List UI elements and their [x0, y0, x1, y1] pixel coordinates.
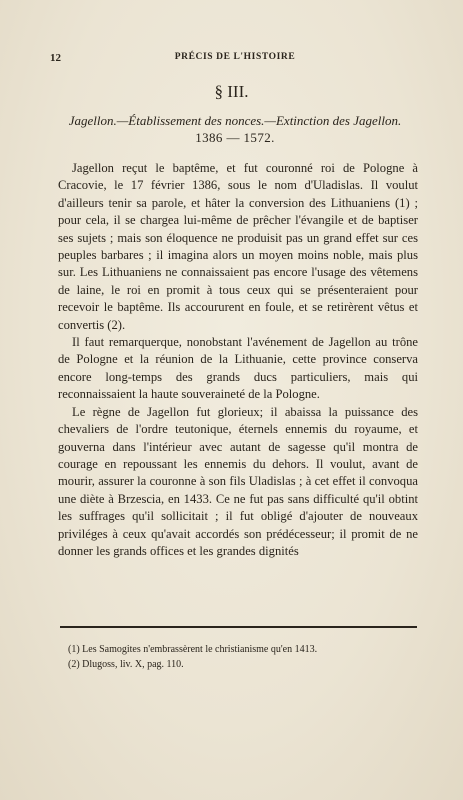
running-head: PRÉCIS DE L'HISTOIRE: [174, 52, 296, 62]
body-text: [58, 160, 418, 560]
footnote: (2) Dlugoss, liv. X, pag. 110.: [68, 659, 184, 670]
paragraph: Le règne de Jagellon fut glorieux; il abaissa la puissance des chevaliers de l'ordre teutonique, éternels ennemis du royaume, et gouverna dans l'intérieur avec autant de sagesse qu'il montra de courage en repoussant les ennemis du dehors. Il voulut, avant de mourir, assurer la couronne à son fils Uladislas ; à cet effet il convoqua une diète à Brzescia, en 1433. Ce ne fut pas sans difficulté qu'il obtint les suffrages qu'il sollicitait ; il fut obligé d'ajouter de nouveaux priviléges à ceux qu'avait accordés son prédécesseur; il promit de ne donner les grands offices et les grandes dignités: [58, 404, 418, 558]
page-header: [50, 52, 420, 66]
footnote: (1) Les Samogites n'embrassèrent le christianisme qu'en 1413.: [68, 644, 318, 655]
paragraph: Il faut remarquerque, nonobstant l'avénement de Jagellon au trône de Pologne et la réunion de la Lithuanie, cette province conserva encore long-temps des grands ducs particuliers, mais qui reconnaissaient la haute souveraineté de la Pologne.: [58, 335, 418, 402]
section-subtitle-block: [50, 112, 420, 146]
footnote-divider: [60, 626, 417, 628]
section-dates: 1386 — 1572.: [195, 130, 275, 145]
page-number: 12: [50, 52, 61, 64]
footnotes: [68, 642, 418, 672]
paragraph: Jagellon reçut le baptême, et fut couronné roi de Pologne à Cracovie, le 17 février 1386, sous le nom d'Uladislas. Il voulut d'ailleurs tenir sa parole, et hâter la conversion des Lithuaniens (1) ; pour cela, il se chargea lui-même de prêcher l'évangile et de baptiser ses sujets ; mais son éloquence ne produisit pas un grand effet sur ces peuples barbares ; il imagina alors un moyen moins noble, mais plus sur. Les Lithuaniens ne connaissaient pas encore l'usage des vêtemens de laine, le roi en promit à tous ceux qui se présenteraient pour recevoir le baptême. Ils accoururent en foule, et se retirèrent vêtus et convertis (2).: [58, 161, 418, 332]
section-subtitle: Jagellon.—Établissement des nonces.—Extinction des Jagellon.: [68, 113, 402, 128]
section-title: § III.: [214, 82, 249, 101]
